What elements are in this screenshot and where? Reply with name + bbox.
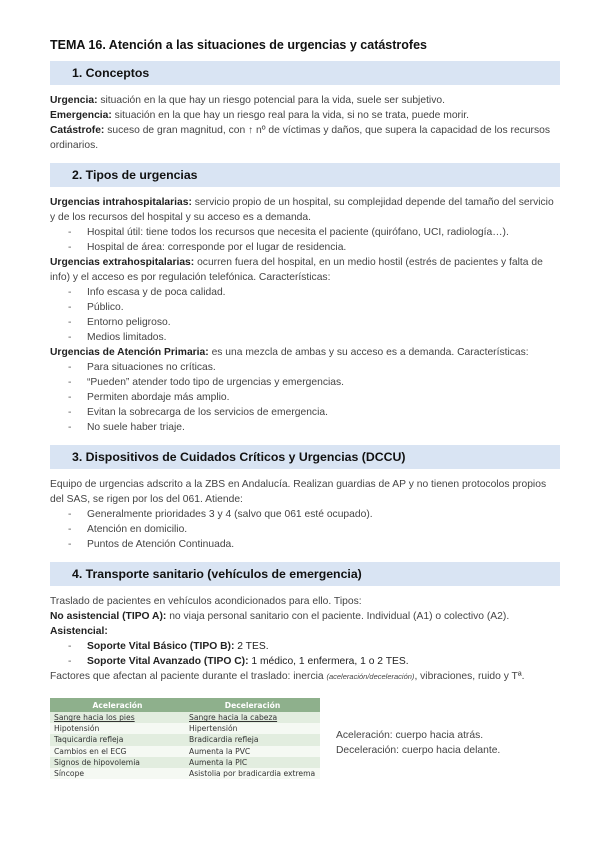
list-item: - Generalmente prioridades 3 y 4 (salvo que 061 esté ocupado). [68, 507, 560, 522]
list-item: - Medios limitados. [68, 330, 560, 345]
list-item [68, 639, 560, 654]
aceleracion-deceleracion-table [50, 698, 320, 779]
list-item: - Evitan la sobrecarga de los servicios de emergencia. [68, 405, 560, 420]
term: Soporte Vital Básico (TIPO B): [87, 641, 235, 652]
factores-text: Factores que afectan al paciente durante el traslado: inercia [50, 671, 327, 682]
spacer [50, 153, 560, 163]
document-page [50, 38, 560, 798]
list-item-highlighted: - Público. [68, 300, 560, 315]
table-cell: Sangre hacia los pies [50, 712, 185, 723]
section-heading-transporte: 4. Transporte sanitario (vehículos de emergencia) [50, 562, 560, 586]
table-cell: Sangre hacia la cabeza [185, 712, 320, 723]
list-item: - Permiten abordaje más amplio. [68, 390, 560, 405]
table-row [50, 734, 320, 745]
paragraph-text: servicio propio de un hospital, su complejidad depende del tamaño del servicio y de los recursos del hospital y su acceso es a demanda. [50, 197, 554, 223]
table-header: Aceleración [50, 698, 185, 712]
extrahospitalarias-list [50, 285, 560, 345]
list-item: - “Pueden” atender todo tipo de urgencias y emergencias. [68, 375, 560, 390]
table-row [50, 757, 320, 768]
list-item: - Puntos de Atención Continuada. [68, 537, 560, 552]
paragraph-text: no viaja personal sanitario con el paciente. Individual (A1) o colectivo (A2). [166, 611, 510, 622]
extrahospitalarias-paragraph [50, 255, 560, 285]
definition-urgencia [50, 93, 560, 108]
list-item: - Info escasa y de poca calidad. [68, 285, 560, 300]
section-heading-dccu: 3. Dispositivos de Cuidados Críticos y Urgencias (DCCU) [50, 445, 560, 469]
table-cell: Bradicardia refleja [185, 734, 320, 745]
note-aceleracion: Aceleración: cuerpo hacia atrás. [336, 730, 484, 741]
table-cell: Taquicardia refleja [50, 734, 185, 745]
side-notes [336, 728, 500, 758]
table-cell: Hipertensión [185, 723, 320, 734]
term: Urgencias intrahospitalarias: [50, 197, 192, 208]
dccu-list [50, 507, 560, 552]
atencion-primaria-list [50, 360, 560, 435]
list-item: - Para situaciones no críticas. [68, 360, 560, 375]
dccu-paragraph: Equipo de urgencias adscrito a la ZBS en Andalucía. Realizan guardias de AP y no tienen protocolos propios del SAS, se rigen por los del 061. Atiende: [50, 479, 547, 505]
definition-emergencia [50, 108, 560, 123]
list-item [68, 654, 560, 669]
item-text: 2 TES. [234, 641, 269, 652]
table-cell: Aumenta la PIC [185, 757, 320, 768]
table-row [50, 768, 320, 779]
term: Catástrofe: [50, 125, 105, 136]
term: Emergencia: [50, 110, 112, 121]
term: Asistencial: [50, 626, 108, 637]
table-row [50, 712, 320, 723]
definition-text: suceso de gran magnitud, con ↑ nº de víctimas y daños, que supera la capacidad de los recursos ordinarios. [50, 125, 550, 151]
definition-text: situación en la que hay un riesgo real para la vida, si no se trata, puede morir. [111, 110, 469, 121]
intrahospitalarias-list [50, 225, 560, 255]
term: No asistencial (TIPO A): [50, 611, 167, 622]
no-asistencial-paragraph [50, 609, 560, 624]
table-header: Deceleración [185, 698, 320, 712]
term: Urgencias extrahospitalarias: [50, 257, 195, 268]
paragraph-text: es una mezcla de ambas y su acceso es a demanda. Características: [208, 347, 529, 358]
list-item: - Atención en domicilio. [68, 522, 560, 537]
factores-inercia-note: (aceleración/deceleración) [326, 672, 415, 681]
table-row [50, 746, 320, 757]
aceleracion-table-block [50, 698, 560, 798]
table-cell: Síncope [50, 768, 185, 779]
list-item: - Hospital útil: tiene todos los recursos que necesita el paciente (quirófano, UCI, radiología…). [68, 225, 560, 240]
term: Urgencia: [50, 95, 98, 106]
table-cell: Hipotensión [50, 723, 185, 734]
item-text: 1 médico, 1 enfermera, 1 o 2 TES. [248, 656, 409, 667]
spacer [50, 435, 560, 445]
term: Urgencias de Atención Primaria: [50, 347, 209, 358]
transporte-intro: Traslado de pacientes en vehículos acondicionados para ello. Tipos: [50, 596, 362, 607]
list-item: - No suele haber triaje. [68, 420, 560, 435]
note-deceleracion: Deceleración: cuerpo hacia delante. [336, 745, 501, 756]
asistencial-heading [50, 624, 560, 639]
spacer [50, 552, 560, 562]
table-cell: Asistolia por bradicardia extrema [185, 768, 320, 779]
intrahospitalarias-paragraph [50, 195, 560, 225]
asistencial-list [50, 639, 560, 669]
table-cell: Cambios en el ECG [50, 746, 185, 757]
definition-text: situación en la que hay un riesgo potencial para la vida, suele ser subjetivo. [97, 95, 445, 106]
page-title: TEMA 16. Atención a las situaciones de urgencias y catástrofes [50, 38, 427, 52]
table-cell: Signos de hipovolemia [50, 757, 185, 768]
definition-catastrofe [50, 123, 560, 153]
atencion-primaria-paragraph [50, 345, 560, 360]
table-row [50, 723, 320, 734]
table-header-row [50, 698, 320, 712]
section-heading-conceptos: 1. Conceptos [50, 61, 560, 85]
paragraph-text: ocurren fuera del hospital, en un medio hostil (estrés de pacientes y falta de info) y el acceso es por regulación telefónica. Características: [50, 257, 543, 283]
term: Soporte Vital Avanzado (TIPO C): [87, 656, 249, 667]
list-item: - Entorno peligroso. [68, 315, 560, 330]
factores-text-end: , vibraciones, ruido y Tª. [414, 671, 525, 682]
table-cell: Aumenta la PVC [185, 746, 320, 757]
section-heading-tipos: 2. Tipos de urgencias [50, 163, 560, 187]
factores-paragraph [50, 669, 560, 684]
list-item: - Hospital de área: corresponde por el lugar de residencia. [68, 240, 560, 255]
